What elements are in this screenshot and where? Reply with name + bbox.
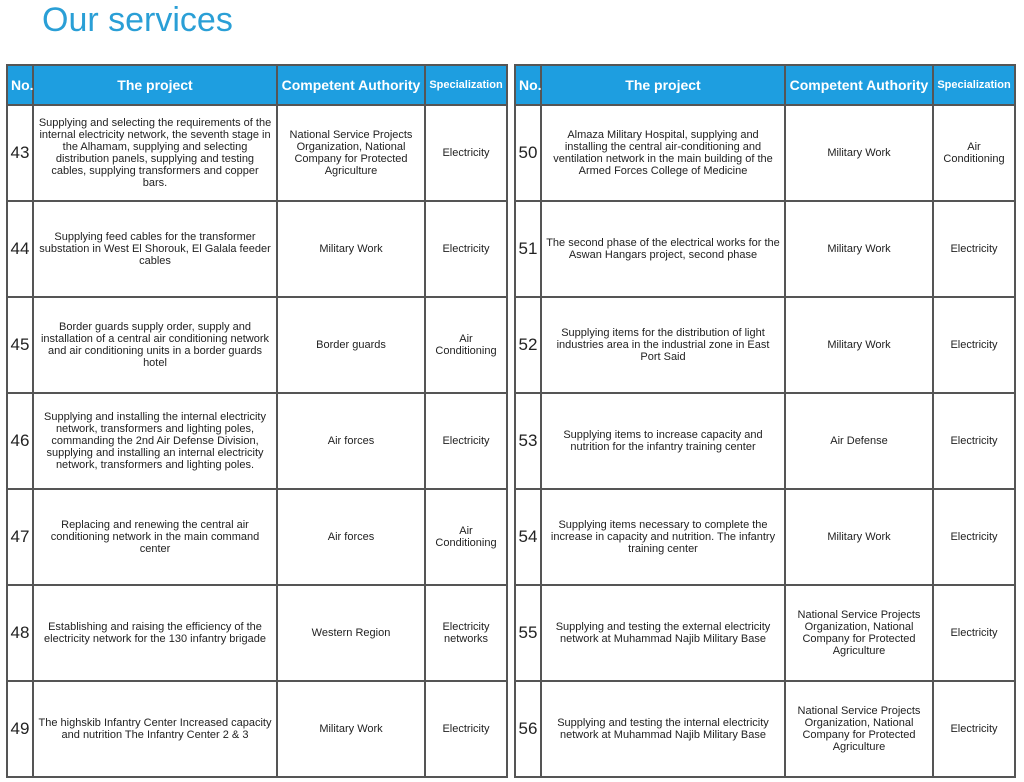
- cell-no: 50: [515, 105, 541, 201]
- cell-project: Border guards supply order, supply and installation of a central air conditioning network and air conditioning units in a border guards hotel: [33, 297, 277, 393]
- table-row: [7, 297, 507, 393]
- cell-specialization: Electricity: [933, 681, 1015, 777]
- cell-specialization: Air Conditioning: [425, 297, 507, 393]
- cell-specialization: Electricity: [425, 201, 507, 297]
- cell-authority: Military Work: [785, 201, 933, 297]
- cell-no: 56: [515, 681, 541, 777]
- cell-authority: Military Work: [277, 201, 425, 297]
- cell-no: 51: [515, 201, 541, 297]
- table-row: [7, 105, 507, 201]
- cell-no: 55: [515, 585, 541, 681]
- cell-project: Establishing and raising the efficiency of the electricity network for the 130 infantry brigade: [33, 585, 277, 681]
- header-specialization: Specialization: [933, 65, 1015, 105]
- table-row: [7, 681, 507, 777]
- cell-specialization: Electricity: [933, 297, 1015, 393]
- table-header-row: [7, 65, 507, 105]
- table-row: [515, 681, 1015, 777]
- cell-authority: Military Work: [785, 489, 933, 585]
- table-row: [515, 489, 1015, 585]
- cell-specialization: Electricity: [425, 393, 507, 489]
- cell-project: Supplying and testing the internal electricity network at Muhammad Najib Military Base: [541, 681, 785, 777]
- cell-project: Almaza Military Hospital, supplying and installing the central air-conditioning and ventilation network in the main building of the Armed Forces College of Medicine: [541, 105, 785, 201]
- cell-specialization: Air Conditioning: [933, 105, 1015, 201]
- cell-specialization: Electricity: [933, 201, 1015, 297]
- cell-project: Supplying items to increase capacity and nutrition for the infantry training center: [541, 393, 785, 489]
- cell-no: 46: [7, 393, 33, 489]
- services-table-left: [6, 64, 508, 778]
- cell-specialization: Air Conditioning: [425, 489, 507, 585]
- cell-no: 54: [515, 489, 541, 585]
- cell-specialization: Electricity: [933, 393, 1015, 489]
- cell-authority: Air Defense: [785, 393, 933, 489]
- table-row: [7, 489, 507, 585]
- cell-no: 52: [515, 297, 541, 393]
- table-row: [7, 201, 507, 297]
- cell-project: Supplying items for the distribution of light industries area in the industrial zone in East Port Said: [541, 297, 785, 393]
- table-header-row: [515, 65, 1015, 105]
- services-table-right: [514, 64, 1016, 778]
- table-row: [515, 585, 1015, 681]
- cell-authority: Western Region: [277, 585, 425, 681]
- header-project: The project: [33, 65, 277, 105]
- header-authority: Competent Authority: [785, 65, 933, 105]
- cell-specialization: Electricity networks: [425, 585, 507, 681]
- table-body-right: [515, 105, 1015, 777]
- header-specialization: Specialization: [425, 65, 507, 105]
- cell-no: 49: [7, 681, 33, 777]
- cell-authority: Military Work: [277, 681, 425, 777]
- cell-project: Supplying and selecting the requirements of the internal electricity network, the seventh stage in the Alhamam, supplying and selecting distribution panels, supplying and testing cables, supplying transformers and copper bars.: [33, 105, 277, 201]
- cell-project: The second phase of the electrical works for the Aswan Hangars project, second phase: [541, 201, 785, 297]
- cell-authority: Border guards: [277, 297, 425, 393]
- cell-authority: Military Work: [785, 297, 933, 393]
- cell-project: Supplying and installing the internal electricity network, transformers and lighting poles, commanding the 2nd Air Defense Division, supplying and installing an internal electricity network, transformers and lighting poles.: [33, 393, 277, 489]
- table-body-left: [7, 105, 507, 777]
- table-row: [515, 201, 1015, 297]
- cell-no: 43: [7, 105, 33, 201]
- table-row: [7, 393, 507, 489]
- cell-specialization: Electricity: [933, 489, 1015, 585]
- cell-project: Replacing and renewing the central air conditioning network in the main command center: [33, 489, 277, 585]
- cell-no: 44: [7, 201, 33, 297]
- cell-no: 45: [7, 297, 33, 393]
- header-authority: Competent Authority: [277, 65, 425, 105]
- cell-authority: Air forces: [277, 393, 425, 489]
- table-row: [515, 393, 1015, 489]
- cell-project: Supplying items necessary to complete the increase in capacity and nutrition. The infantry training center: [541, 489, 785, 585]
- header-project: The project: [541, 65, 785, 105]
- cell-no: 48: [7, 585, 33, 681]
- cell-specialization: Electricity: [425, 681, 507, 777]
- cell-specialization: Electricity: [425, 105, 507, 201]
- cell-authority: Military Work: [785, 105, 933, 201]
- cell-authority: Air forces: [277, 489, 425, 585]
- header-no: No.: [515, 65, 541, 105]
- cell-no: 47: [7, 489, 33, 585]
- cell-authority: National Service Projects Organization, National Company for Protected Agriculture: [785, 585, 933, 681]
- header-no: No.: [7, 65, 33, 105]
- cell-specialization: Electricity: [933, 585, 1015, 681]
- cell-project: The highskib Infantry Center Increased capacity and nutrition The Infantry Center 2 & 3: [33, 681, 277, 777]
- cell-authority: National Service Projects Organization, National Company for Protected Agriculture: [277, 105, 425, 201]
- cell-project: Supplying feed cables for the transformer substation in West El Shorouk, El Galala feeder cables: [33, 201, 277, 297]
- cell-no: 53: [515, 393, 541, 489]
- table-row: [7, 585, 507, 681]
- table-row: [515, 297, 1015, 393]
- table-row: [515, 105, 1015, 201]
- cell-authority: National Service Projects Organization, National Company for Protected Agriculture: [785, 681, 933, 777]
- page-title: Our services: [42, 1, 233, 39]
- cell-project: Supplying and testing the external electricity network at Muhammad Najib Military Base: [541, 585, 785, 681]
